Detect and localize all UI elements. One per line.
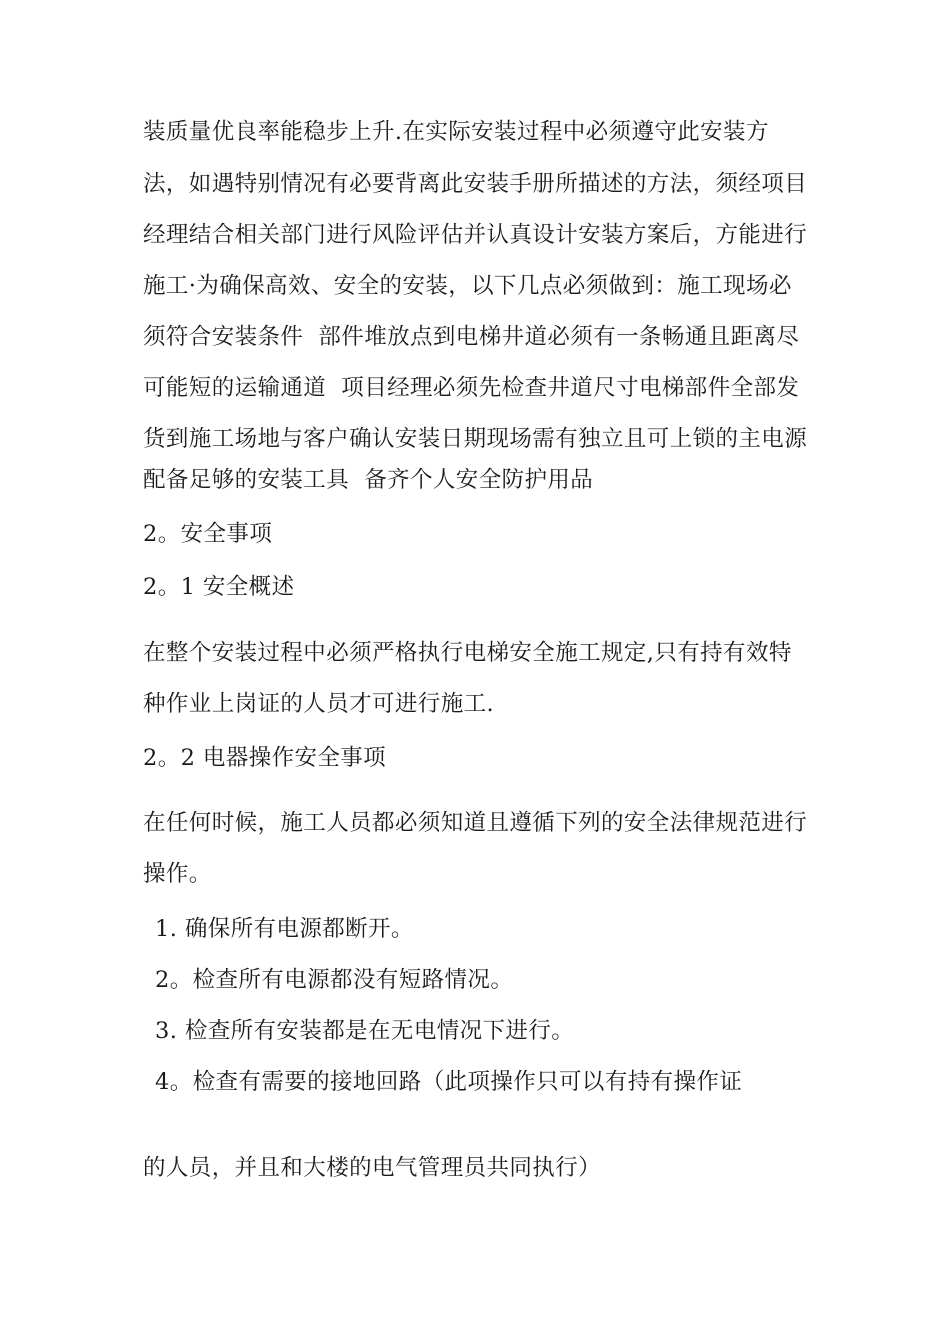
text-line: 须符合安装条件 部件堆放点到电梯井道必须有一条畅通且距离尽 [143, 324, 800, 350]
text-line: 在整个安装过程中必须严格执行电梯安全施工规定,只有持有效特 [143, 640, 792, 666]
list-item: 1. 确保所有电源都断开。 [155, 916, 414, 942]
text-line: 经理结合相关部门进行风险评估并认真设计安装方案后，方能进行 [143, 222, 808, 248]
text-line: 的人员，并且和大楼的电气管理员共同执行） [143, 1155, 602, 1181]
list-item: 3. 检查所有安装都是在无电情况下进行。 [155, 1018, 575, 1044]
text-line: 操作。 [143, 861, 212, 887]
text-line: 在任何时候，施工人员都必须知道且遵循下列的安全法律规范进行 [143, 810, 808, 836]
text-line: 货到施工场地与客户确认安装日期现场需有独立且可上锁的主电源 [143, 426, 808, 452]
subsection-heading: 2。1 安全概述 [143, 574, 295, 600]
text-line: 装质量优良率能稳步上升.在实际安装过程中必须遵守此安装方 [143, 119, 769, 145]
section-heading: 2。安全事项 [143, 521, 273, 547]
list-item: 4。检查有需要的接地回路（此项操作只可以有持有操作证 [155, 1069, 743, 1095]
text-line: 法，如遇特别情况有必要背离此安装手册所描述的方法，须经项目 [143, 171, 808, 197]
text-line: 施工·为确保高效、安全的安装，以下几点必须做到：施工现场必 [143, 273, 792, 299]
text-line: 配备足够的安装工具 备齐个人安全防护用品 [143, 467, 594, 493]
subsection-heading: 2。2 电器操作安全事项 [143, 745, 387, 771]
text-line: 可能短的运输通道 项目经理必须先检查井道尺寸电梯部件全部发 [143, 375, 800, 401]
list-item: 2。检查所有电源都没有短路情况。 [155, 967, 514, 993]
text-line: 种作业上岗证的人员才可进行施工. [143, 691, 495, 717]
